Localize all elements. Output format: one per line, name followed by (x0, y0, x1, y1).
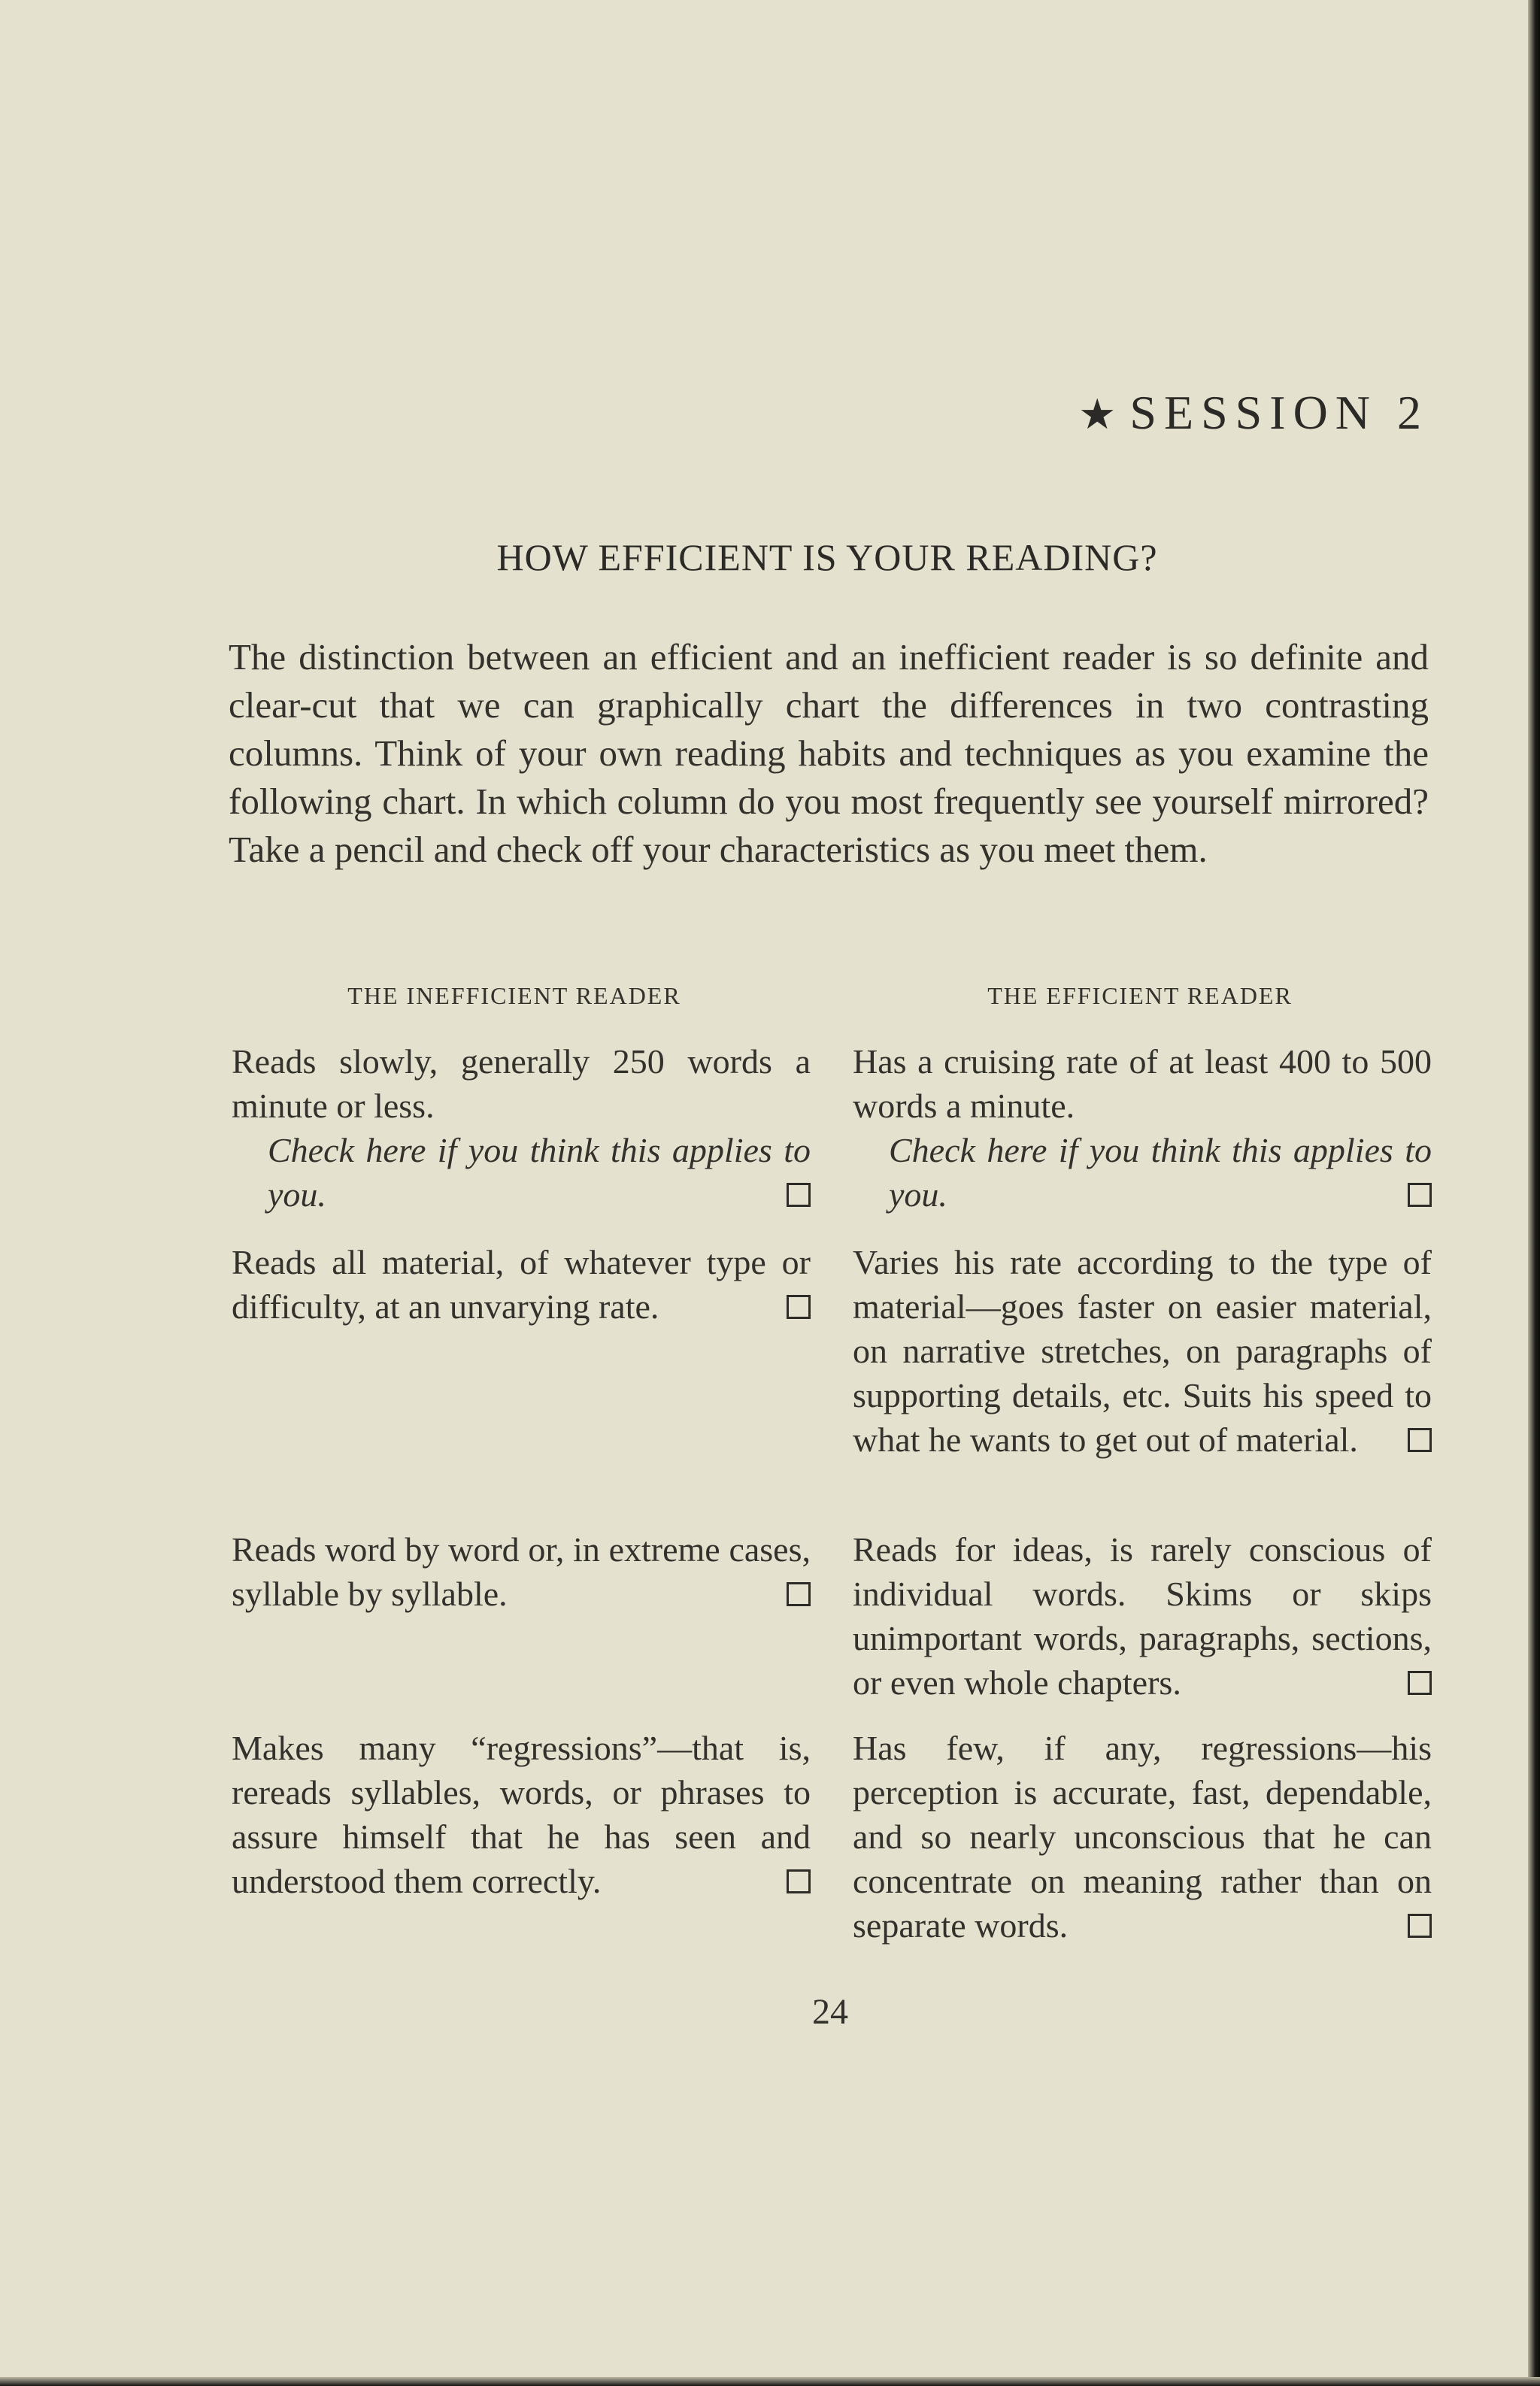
left-item-3-text: Reads word by word or, in extreme cases, syllable by syllable. (232, 1530, 811, 1613)
right-item-1 (853, 1039, 1432, 1217)
checkbox-icon[interactable] (787, 1183, 811, 1207)
page-number: 24 (812, 1992, 848, 2032)
session-label: SESSION 2 (1129, 386, 1429, 439)
checkbox-icon[interactable] (787, 1582, 811, 1606)
page-title: HOW EFFICIENT IS YOUR READING? (496, 536, 1158, 578)
right-item-3 (853, 1527, 1432, 1705)
page-edge-shadow (1528, 0, 1540, 2386)
left-item-4-text: Makes many “regressions”—that is, rereads syllables, words, or phrases to assure himself that he has seen and understood them correctly. (232, 1729, 811, 1900)
left-item-1 (232, 1039, 811, 1217)
right-item-3-text: Reads for ideas, is rarely conscious of individual words. Skims or skips unimportant words, paragraphs, sections, or even whole chapters. (853, 1530, 1432, 1702)
checkbox-icon[interactable] (787, 1295, 811, 1319)
left-item-1-prompt-text: Check here if you think this applies to you. (268, 1131, 811, 1214)
left-item-1-prompt (232, 1128, 811, 1217)
checkbox-icon[interactable] (1408, 1183, 1432, 1207)
right-item-4-text: Has few, if any, regressions—his perception is accurate, fast, dependable, and so nearly unconscious that he can concentrate on meaning rather than on separate words. (853, 1729, 1432, 1945)
session-heading (1038, 385, 1429, 441)
right-item-2-text: Varies his rate according to the type of material—goes faster on easier material, on narrative stretches, on paragraphs of supporting details, etc. Suits his speed to what he wants to get out of material. (853, 1243, 1432, 1459)
checkbox-icon[interactable] (787, 1869, 811, 1893)
right-item-1-prompt-text: Check here if you think this applies to you. (889, 1131, 1432, 1214)
checkbox-icon[interactable] (1408, 1428, 1432, 1452)
left-item-1-text: Reads slowly, generally 250 words a minute or less. (232, 1042, 811, 1125)
right-item-1-text: Has a cruising rate of at least 400 to 500 words a minute. (853, 1042, 1432, 1125)
intro-paragraph: The distinction between an efficient and an inefficient reader is so definite and clear-cut that we can graphically chart the differences in two contrasting columns. Think of your own reading habits and techniques as you examine the following chart. In which column do you most frequently see yourself mirrored? Take a pencil and check off your characteristics as you meet them. (229, 636, 1429, 870)
right-item-4 (853, 1726, 1432, 1948)
checkbox-icon[interactable] (1408, 1671, 1432, 1695)
star-icon: ★ (1078, 392, 1117, 438)
checkbox-icon[interactable] (1408, 1914, 1432, 1938)
left-item-4 (232, 1726, 811, 1903)
right-column-heading: THE EFFICIENT READER (987, 982, 1293, 1009)
page-edge-bottom (0, 2377, 1540, 2386)
left-item-2 (232, 1240, 811, 1329)
left-item-3 (232, 1527, 811, 1616)
right-item-1-prompt (853, 1128, 1432, 1217)
right-item-2 (853, 1240, 1432, 1462)
left-item-2-text: Reads all material, of whatever type or difficulty, at an unvarying rate. (232, 1243, 811, 1326)
left-column-heading: THE INEFFICIENT READER (347, 982, 681, 1009)
